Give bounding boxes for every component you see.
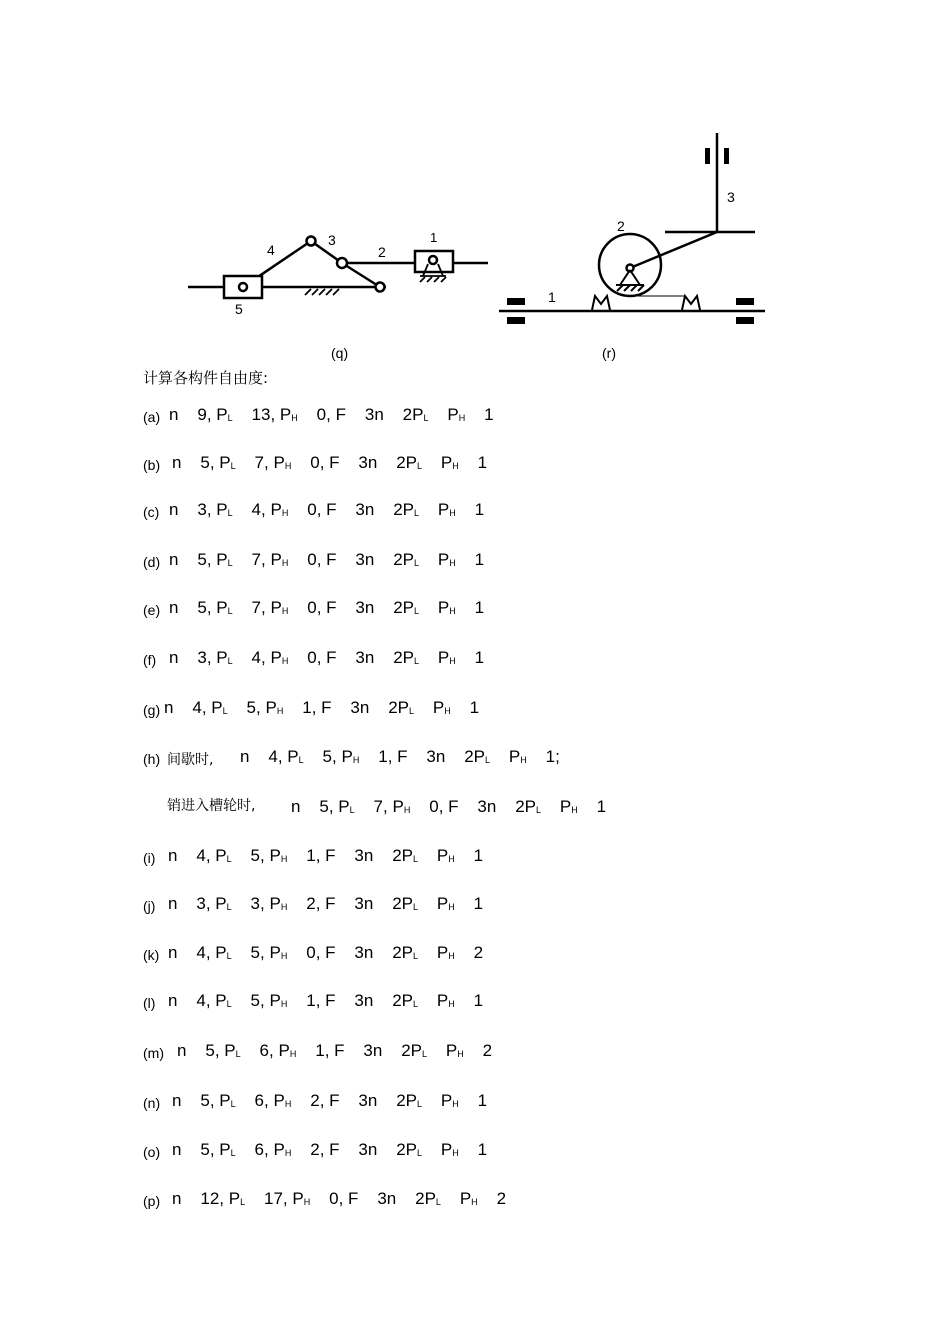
f-value: 1: [473, 894, 484, 913]
f-value: 1: [477, 1091, 488, 1110]
f-value: 2: [496, 1189, 507, 1208]
link-label: 1: [430, 230, 438, 245]
row-note: 间歇时,: [167, 752, 214, 768]
ph-value: 1: [302, 698, 312, 717]
link-label: 2: [617, 218, 625, 234]
link-label: 3: [328, 232, 336, 248]
row-label: (e): [143, 602, 161, 618]
formula: n 3, $P_L$ 4, $P_H$ 0, F 3n $2P_L$ $P_H$ 1: [169, 648, 485, 667]
f-value: 1: [474, 648, 485, 667]
formula: n 5, $P_L$ 7, $P_H$ 0, F 3n $2P_L$ $P_H$ 1: [169, 598, 485, 617]
n-value: 5: [319, 797, 329, 816]
row-label: (k): [143, 947, 160, 963]
ph-value: 1: [306, 846, 316, 865]
formula: n 12, $P_L$ 17, $P_H$ 0, F 3n $2P_L$ $P_H$ 2: [172, 1189, 507, 1208]
n-value: 5: [197, 598, 207, 617]
pl-value: 5: [250, 991, 261, 1010]
pl-value: 4: [251, 648, 262, 667]
n-value: 5: [200, 453, 210, 472]
pl-value: 5: [246, 698, 257, 717]
n-value: 4: [196, 846, 206, 865]
ph-value: 1: [306, 991, 316, 1010]
row-label: (f): [143, 652, 157, 668]
ph-value: 0: [429, 797, 439, 816]
f-value: 1: [477, 453, 488, 472]
pl-value: 17: [264, 1189, 283, 1208]
formula: n 4, $P_L$ 5, $P_H$ 1, F 3n $2P_L$ $P_H$ 1;: [240, 747, 560, 766]
pl-value: 7: [251, 550, 262, 569]
ph-value: 0: [310, 453, 320, 472]
formula: n 5, $P_L$ 6, $P_H$ 1, F 3n $2P_L$ $P_H$ 2: [177, 1041, 493, 1060]
pl-value: 7: [254, 453, 265, 472]
formula: n 5, $P_L$ 6, $P_H$ 2, F 3n $2P_L$ $P_H$ 1: [172, 1140, 488, 1159]
row-label: (l): [143, 995, 156, 1011]
link-label: 5: [235, 301, 243, 317]
row-label: (p): [143, 1193, 161, 1209]
row-label: (h): [143, 751, 161, 767]
ph-value: 0: [306, 943, 316, 962]
n-value: 9: [197, 405, 207, 424]
link-label: 4: [267, 242, 275, 258]
n-value: 5: [200, 1091, 210, 1110]
f-value: 1: [477, 1140, 488, 1159]
n-value: 5: [197, 550, 207, 569]
pl-value: 4: [251, 500, 262, 519]
f-value: 1: [474, 598, 485, 617]
n-value: 4: [268, 747, 278, 766]
figure-caption-q: (q): [331, 345, 349, 361]
pl-value: 7: [373, 797, 384, 816]
pl-value: 6: [259, 1041, 270, 1060]
formula: n 5, $P_L$ 7, $P_H$ 0, F 3n $2P_L$ $P_H$ 1: [169, 550, 485, 569]
formula: n 4, $P_L$ 5, $P_H$ 1, F 3n $2P_L$ $P_H$ 1: [168, 991, 484, 1010]
pl-value: 6: [254, 1140, 265, 1159]
formula: n 5, $P_L$ 7, $P_H$ 0, F 3n $2P_L$ $P_H$ 1: [291, 797, 607, 816]
row-label: (i): [143, 850, 156, 866]
n-value: 3: [196, 894, 206, 913]
f-value: 1: [484, 405, 494, 424]
n-value: 4: [192, 698, 202, 717]
pl-value: 3: [250, 894, 261, 913]
pl-value: 7: [251, 598, 262, 617]
formula: n 4, $P_L$ 5, $P_H$ 0, F 3n $2P_L$ $P_H$ 2: [168, 943, 484, 962]
figure-caption-r: (r): [602, 345, 616, 361]
row-label: (o): [143, 1144, 161, 1160]
formula: n 9, $P_L$ 13, $P_H$ 0, F 3n $2P_L$ $P_H$ 1: [169, 405, 494, 424]
row-label: (m): [143, 1045, 164, 1061]
ph-value: 1: [378, 747, 388, 766]
ph-value: 2: [306, 894, 316, 913]
n-value: 5: [200, 1140, 210, 1159]
row-label: (d): [143, 554, 161, 570]
ph-value: 2: [310, 1140, 320, 1159]
f-value: 1: [596, 797, 607, 816]
row-label: (b): [143, 457, 161, 473]
ph-value: 0: [307, 648, 317, 667]
f-value: 2: [473, 943, 484, 962]
formula: n 3, $P_L$ 4, $P_H$ 0, F 3n $2P_L$ $P_H$ 1: [169, 500, 485, 519]
formula: n 5, $P_L$ 7, $P_H$ 0, F 3n $2P_L$ $P_H$ 1: [172, 453, 488, 472]
row-label: (j): [143, 898, 156, 914]
ph-value: 1: [315, 1041, 325, 1060]
ph-value: 0: [307, 598, 317, 617]
section-heading: 计算各构件自由度:: [143, 369, 269, 387]
pl-value: 13: [251, 405, 271, 424]
f-value: 1: [474, 550, 485, 569]
row-note: 销进入槽轮时,: [167, 798, 256, 814]
figure-r-mechanism: [495, 128, 770, 328]
f-value: 1;: [545, 747, 560, 766]
row-label: (n): [143, 1095, 161, 1111]
n-value: 3: [197, 648, 207, 667]
row-label: (a): [143, 409, 161, 425]
formula: n 5, $P_L$ 6, $P_H$ 2, F 3n $2P_L$ $P_H$ 1: [172, 1091, 488, 1110]
ph-value: 0: [307, 500, 317, 519]
f-value: 2: [482, 1041, 493, 1060]
formula: n 4, $P_L$ 5, $P_H$ 1, F 3n $2P_L$ $P_H$ 1: [168, 846, 484, 865]
f-value: 1: [473, 991, 484, 1010]
row-label: (g): [143, 702, 161, 718]
pl-value: 5: [250, 846, 261, 865]
formula: n 4, $P_L$ 5, $P_H$ 1, F 3n $2P_L$ $P_H$ 1: [164, 698, 480, 717]
n-value: 12: [200, 1189, 220, 1208]
link-label: 2: [378, 244, 386, 260]
f-value: 1: [469, 698, 480, 717]
formula: n 3, $P_L$ 3, $P_H$ 2, F 3n $2P_L$ $P_H$ 1: [168, 894, 484, 913]
ph-value: 0: [316, 405, 327, 424]
pl-value: 5: [250, 943, 261, 962]
ph-value: 0: [307, 550, 317, 569]
f-value: 1: [473, 846, 484, 865]
link-label: 1: [548, 289, 556, 305]
ph-value: 0: [329, 1189, 339, 1208]
pl-value: 5: [322, 747, 333, 766]
row-label: (c): [143, 504, 160, 520]
n-value: 3: [197, 500, 207, 519]
link-label: 3: [727, 189, 735, 205]
f-value: 1: [474, 500, 485, 519]
n-value: 4: [196, 943, 206, 962]
pl-value: 6: [254, 1091, 265, 1110]
ph-value: 2: [310, 1091, 320, 1110]
figure-q-linkage: [180, 220, 500, 330]
n-value: 5: [205, 1041, 215, 1060]
n-value: 4: [196, 991, 206, 1010]
